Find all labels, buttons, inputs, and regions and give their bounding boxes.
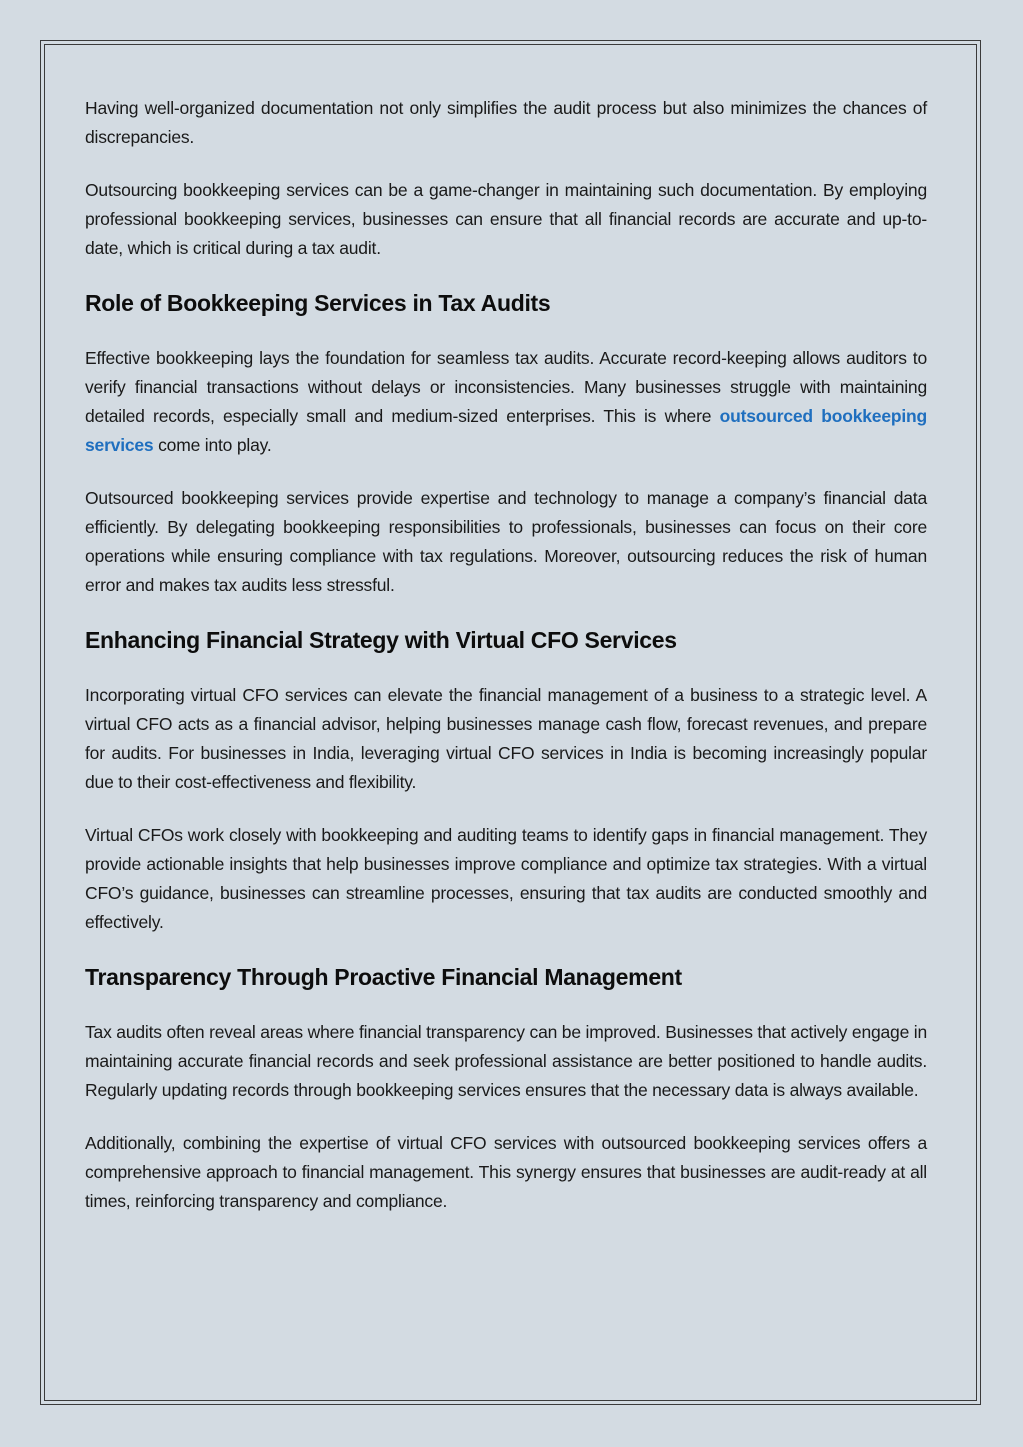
paragraph-additionally: Additionally, combining the expertise of virtual CFO services with outsourced bookkeeping services offers a comprehensive approach to financial management. This synergy ensures that businesses are audit-ready at all times, reinforcing transparency and compliance. (85, 1133, 927, 1211)
paragraph-incorporating-cfo: Incorporating virtual CFO services can elevate the financial management of a business to a strategic level. A virtual CFO acts as a financial advisor, helping businesses manage cash flow, forecast revenues, and prepare for audits. For businesses in India, leveraging virtual CFO services in India is becoming increasingly popular due to their cost-effectiveness and flexibility. (85, 685, 927, 792)
heading-transparency: Transparency Through Proactive Financial Management (85, 964, 682, 990)
paragraph-tax-audits-reveal: Tax audits often reveal areas where financial transparency can be improved. Businesses that actively engage in maintaining accurate financial records and seek professional assistance are better positioned to handle audits. Regularly updating records through bookkeeping services ensures that the necessary data is always available. (85, 1022, 927, 1100)
paragraph-virtual-cfos: Virtual CFOs work closely with bookkeeping and auditing teams to identify gaps in financial management. They provide actionable insights that help businesses improve compliance and optimize tax strategies. With a virtual CFO’s guidance, businesses can streamline processes, ensuring that tax audits are conducted smoothly and effectively. (85, 825, 927, 932)
paragraph-outsourced-services: Outsourced bookkeeping services provide expertise and technology to manage a company’s financial data efficiently. By delegating bookkeeping responsibilities to professionals, businesses can focus on their core operations while ensuring compliance with tax regulations. Moreover, outsourcing reduces the risk of human error and makes tax audits less stressful. (85, 488, 927, 595)
outsourced-bookkeeping-link[interactable]: outsourced bookkeeping services (85, 406, 927, 455)
heading-virtual-cfo: Enhancing Financial Strategy with Virtual CFO Services (85, 627, 677, 653)
heading-role-of-bookkeeping: Role of Bookkeeping Services in Tax Audits (85, 290, 551, 316)
paragraph-outsourcing: Outsourcing bookkeeping services can be a game-changer in maintaining such documentation. By employing professional bookkeeping services, businesses can ensure that all financial records are accurate and up-to-date, which is critical during a tax audit. (85, 180, 927, 258)
paragraph-effective-bookkeeping (85, 344, 927, 460)
paragraph-documentation: Having well-organized documentation not only simplifies the audit process but also minimizes the chances of discrepancies. (85, 98, 927, 147)
paragraph-text-after-link: come into play. (153, 435, 272, 455)
paragraph-text-before-link: Effective bookkeeping lays the foundation for seamless tax audits. Accurate record-keeping allows auditors to verify financial transactions without delays or inconsistencies. Many businesses struggle with maintaining detailed records, especially small and medium-sized enterprises. This is where (85, 348, 927, 426)
document-body (85, 94, 927, 1240)
